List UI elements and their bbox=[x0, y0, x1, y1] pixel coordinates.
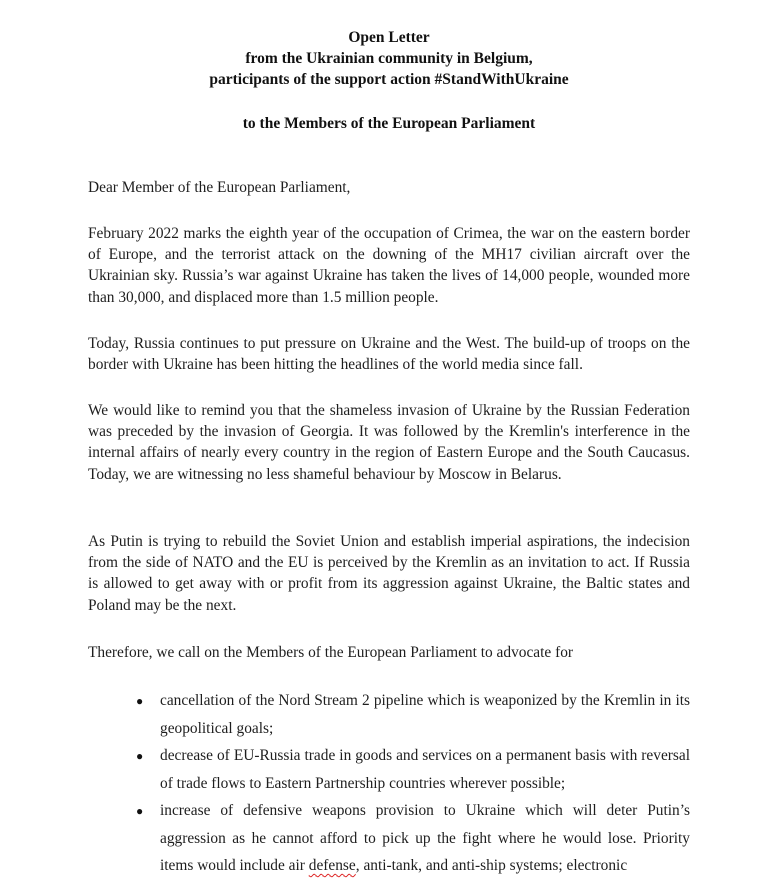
paragraph-invasion-history: We would like to remind you that the shameless invasion of Ukraine by the Russian Federation was preceded by the invasion of Georgia. It was followed by the Kremlin's interference in the internal affairs of nearly every country in the region of Eastern Europe and the South Caucasus. Today, we are witnessing no less shameful behaviour by Moscow in Belarus. bbox=[88, 402, 690, 483]
letter-recipient: to the Members of the European Parliament bbox=[242, 115, 536, 132]
spellcheck-word: defense bbox=[308, 857, 356, 874]
greeting: Dear Member of the European Parliament, bbox=[88, 179, 351, 196]
paragraph-occupation: February 2022 marks the eighth year of the occupation of Crimea, the war on the eastern border of Europe, and the terrorist attack on the downing of the MH17 civilian aircraft over the Ukrainian sky. Russia’s war against Ukraine has taken the lives of 14,000 people, wounded more than 30,000, and displaced more than 1.5 million people. bbox=[88, 225, 690, 306]
letter-title: Open Letter bbox=[348, 29, 430, 46]
bullet-text-trade: decrease of EU-Russia trade in goods and services on a permanent basis with reversal of trade flows to Eastern Partnership countries wherever possible; bbox=[160, 747, 690, 792]
letter-subtitle-action: participants of the support action #StandWithUkraine bbox=[209, 71, 569, 88]
letter-subtitle-sender: from the Ukrainian community in Belgium, bbox=[245, 50, 533, 67]
bullet-text-nord-stream: cancellation of the Nord Stream 2 pipeline which is weaponized by the Kremlin in its geopolitical goals; bbox=[160, 692, 690, 737]
bullet-marker: ● bbox=[136, 694, 144, 708]
bullet-text-weapons-part2: , anti-tank, and anti-ship systems; electronic bbox=[355, 857, 628, 874]
paragraph-pressure: Today, Russia continues to put pressure on Ukraine and the West. The build-up of troops on the border with Ukraine has been hitting the headlines of the world media since fall. bbox=[88, 335, 690, 374]
bullet-marker: ● bbox=[136, 804, 144, 818]
bullet-text-weapons bbox=[160, 797, 690, 880]
paragraph-putin-aspirations: As Putin is trying to rebuild the Soviet Union and establish imperial aspirations, the indecision from the side of NATO and the EU is perceived by the Kremlin as an invitation to act. If Russia is allowed to get away with or profit from its aggression against Ukraine, the Baltic states and Poland may be the next. bbox=[88, 533, 690, 614]
paragraph-call-to-action: Therefore, we call on the Members of the European Parliament to advocate for bbox=[88, 644, 574, 661]
bullet-text-weapons-part1: increase of defensive weapons provision to Ukraine which will deter Putin’s aggression as he cannot afford to pick up the fight where he would lose. Priority items would include air bbox=[160, 802, 690, 874]
bullet-marker: ● bbox=[136, 749, 144, 763]
